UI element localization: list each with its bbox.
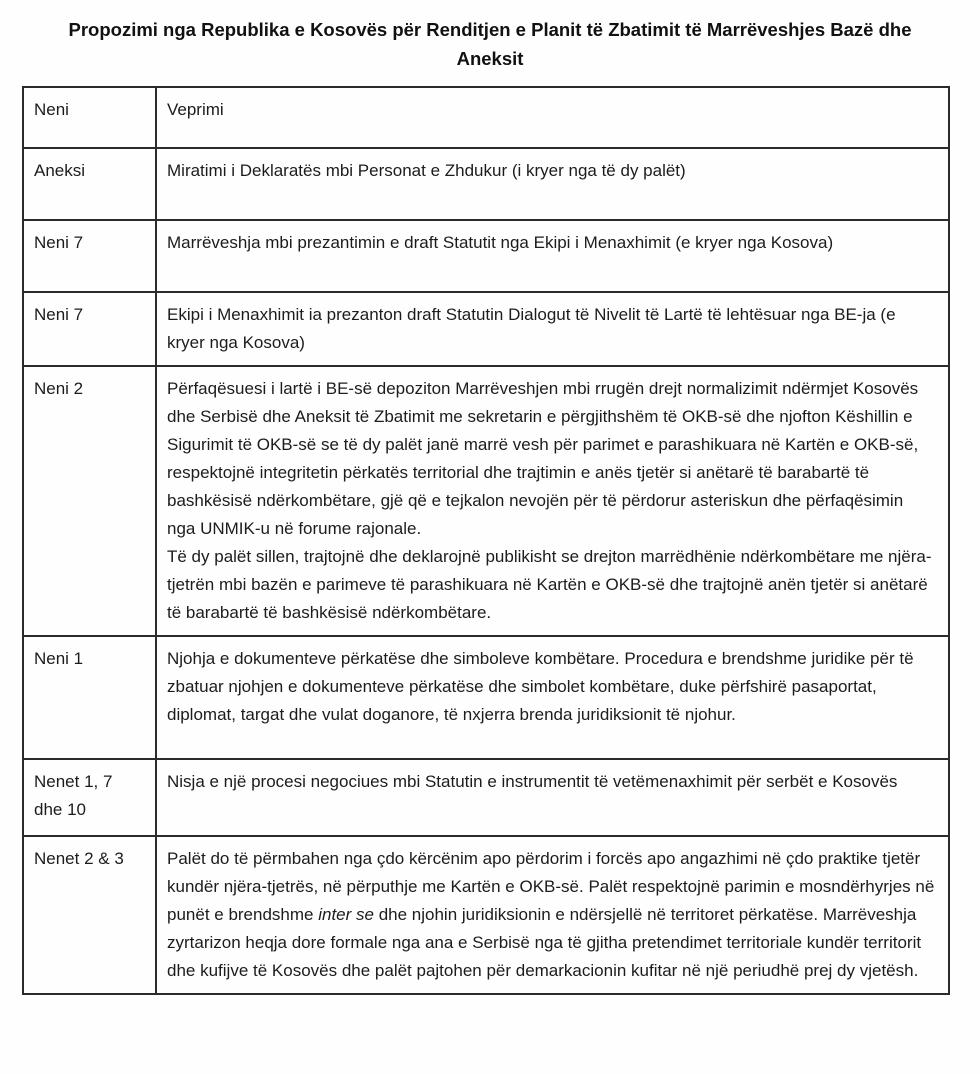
column-header-veprimi: Veprimi [156,87,949,148]
veprimi-paragraph: Njohja e dokumenteve përkatëse dhe simboleve kombëtare. Procedura e brendshme juridike për të zbatuar njohjen e dokumenteve përkatëse dhe simbolet kombëtare, duke përfshirë pasaportat, diplomat, targat dhe vulat doganore, të nxjerra brenda juridiksionit të njohur. [167,649,914,724]
veprimi-cell [156,220,949,292]
table-row [23,292,949,366]
neni-cell: Nenet 1, 7 dhe 10 [23,759,156,836]
neni-cell: Neni 7 [23,220,156,292]
veprimi-paragraph: Marrëveshja mbi prezantimin e draft Statutit nga Ekipi i Menaxhimit (e kryer nga Kosova) [167,233,834,252]
veprimi-paragraph [167,845,936,985]
veprimi-paragraph: Nisja e një procesi negociues mbi Statutin e instrumentit të vetëmenaxhimit për serbët e Kosovës [167,772,898,791]
neni-cell: Nenet 2 & 3 [23,836,156,994]
table-row [23,220,949,292]
agreement-implementation-table [22,86,950,995]
veprimi-cell [156,836,949,994]
column-header-neni: Neni [23,87,156,148]
veprimi-text-before-italic: Palët do të përmbahen nga çdo kërcënim apo përdorim i forcës apo angazhimi në çdo praktike tjetër kundër njëra-tjetrës, në përputhje me Kartën e OKB-së. Palët respektojnë parimin e mosndërhyrjes në punët e brendshme [167,849,935,924]
veprimi-paragraph: Ekipi i Menaxhimit ia prezanton draft Statutin Dialogut të Nivelit të Lartë të lehtësuar nga BE-ja (e kryer nga Kosova) [167,305,896,352]
italic-phrase: inter se [318,905,374,924]
neni-cell: Aneksi [23,148,156,220]
veprimi-cell [156,148,949,220]
document-title [0,0,980,73]
veprimi-paragraph: Të dy palët sillen, trajtojnë dhe deklarojnë publikisht se drejton marrëdhënie ndërkombëtare me njëra-tjetrën mbi bazën e parimeve të parashikuara në Kartën e OKB-së dhe trajtojnë anën tjetër si anëtarë të barabartë të bashkësisë ndërkombëtare. [167,547,932,622]
veprimi-text-after-italic: dhe njohin juridiksionin e ndërsjellë në territoret përkatëse. Marrëveshja zyrtarizon heqja dore formale nga ana e Serbisë nga të gjitha pretendimet territoriale kundër territorit dhe kufijve të Kosovës dhe palët pajtohen për demarkacionin kufitar në një periudhë prej dy vjetësh. [167,905,922,980]
veprimi-cell [156,636,949,759]
neni-cell: Neni 7 [23,292,156,366]
neni-cell: Neni 1 [23,636,156,759]
table-row [23,366,949,636]
document-title-line1: Propozimi nga Republika e Kosovës për Renditjen e Planit të Zbatimit të Marrëveshjes Bazë dhe [68,19,912,40]
veprimi-paragraph: Miratimi i Deklaratës mbi Personat e Zhdukur (i kryer nga të dy palët) [167,161,686,180]
table-row [23,148,949,220]
table-row [23,636,949,759]
table-row [23,836,949,994]
veprimi-paragraph: Përfaqësuesi i lartë i BE-së depoziton Marrëveshjen mbi rrugën drejt normalizimit ndërmjet Kosovës dhe Serbisë dhe Aneksit të Zbatimit me sekretarin e përgjithshëm të OKB-së dhe njofton Këshillin e Sigurimit të OKB-së se të dy palët janë marrë vesh për parimet e parashikuara në Kartën e OKB-së, respektojnë integritetin përkatës territorial dhe trajtimin e anës tjetër si anëtarë të barabartë të bashkësisë ndërkombëtare, gjë që e tejkalon nevojën për të përdorur asteriskun dhe përfaqësimin nga UNMIK-u në forume rajonale. [167,379,919,538]
table-row [23,759,949,836]
table-header-row [23,87,949,148]
document-title-line2: Aneksit [456,48,524,69]
veprimi-cell [156,366,949,636]
veprimi-cell [156,292,949,366]
veprimi-cell [156,759,949,836]
neni-cell: Neni 2 [23,366,156,636]
